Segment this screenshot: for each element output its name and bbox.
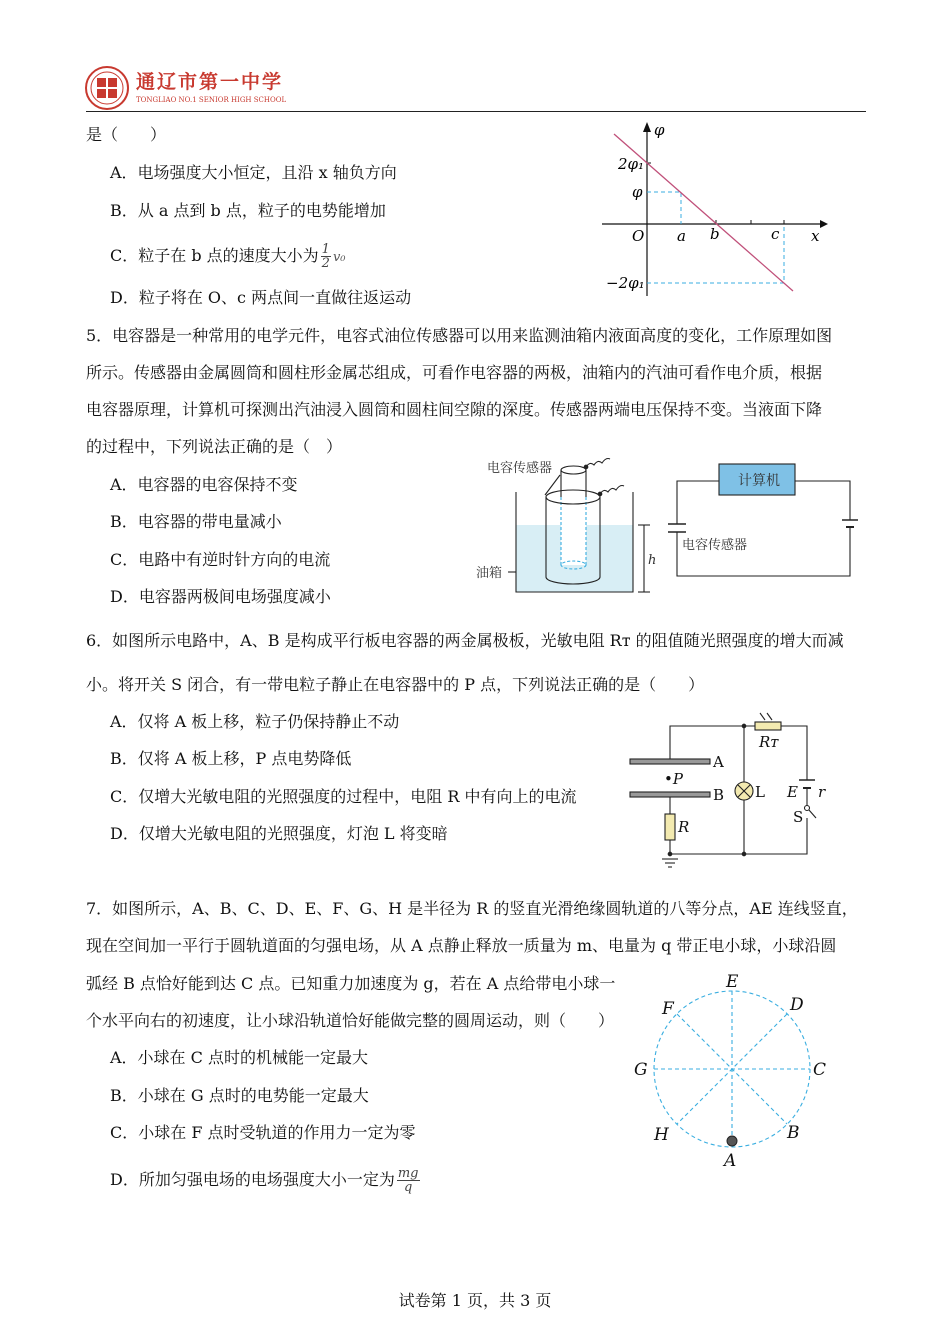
label-phi-axis: φ — [654, 121, 665, 139]
q4-option-b: B．从 a 点到 b 点，粒子的电势能增加 — [110, 201, 386, 220]
q7-option-c: C．小球在 F 点时受轨道的作用力一定为零 — [110, 1123, 416, 1142]
q5-option-b: B．电容器的带电量减小 — [110, 512, 282, 531]
frac-num: 1 — [321, 242, 330, 257]
q4-option-c-text: C．粒子在 b 点的速度大小为 — [110, 246, 319, 265]
q4-stem: 是（ ） — [86, 125, 167, 144]
plate-b-label: B — [713, 786, 725, 804]
point-h-label: H — [654, 1125, 669, 1145]
q5-stem-line: 5．电容器是一种常用的电学元件，电容式油位传感器可以用来监测油箱内液面高度的变化，工作原理如图 — [86, 326, 833, 345]
label-x: x — [811, 227, 820, 245]
frac-num: mg — [397, 1166, 419, 1181]
emf-label: E — [787, 783, 798, 801]
fraction — [321, 243, 331, 270]
point-f-label: F — [662, 999, 674, 1019]
q7-option-b: B．小球在 G 点时的电势能一定最大 — [110, 1086, 369, 1105]
q6-stem-line: 6．如图所示电路中，A、B 是构成平行板电容器的两金属极板，光敏电阻 Rᴛ 的阻值随光照强度的增大而减 — [86, 631, 844, 650]
q5-stem-line: 电容器原理，计算机可探测出汽油浸入圆筒和圆柱间空隙的深度。传感器两端电压保持不变。当液面下降 — [86, 400, 823, 419]
photoresistor-label: Rᴛ — [759, 733, 779, 751]
height-label: h — [648, 553, 657, 568]
q6-option-d: D．仅增大光敏电阻的光照强度，灯泡 L 将变暗 — [110, 824, 448, 843]
wire-coil-1 — [586, 459, 610, 468]
q7-option-a: A．小球在 C 点时的机械能一定最大 — [110, 1048, 368, 1067]
sensor-label: 电容传感器 — [487, 461, 553, 476]
ball-icon — [727, 1136, 737, 1146]
label-origin: O — [632, 227, 645, 245]
q6-option-c: C．仅增大光敏电阻的光照强度的过程中，电阻 R 中有向上的电流 — [110, 787, 577, 806]
q6-option-b: B．仅将 A 板上移，P 点电势降低 — [110, 749, 352, 768]
q6-option-a: A．仅将 A 板上移，粒子仍保持静止不动 — [110, 712, 400, 731]
school-name-en: TONGLIAO NO.1 SENIOR HIGH SCHOOL — [136, 96, 287, 104]
switch-label: S — [793, 808, 804, 826]
point-a-label: A — [724, 1151, 737, 1171]
tank-label: 油箱 — [476, 566, 503, 581]
q7-stem-line: 弧经 B 点恰好能到达 C 点。已知重力加速度为 g，若在 A 点给带电小球一 — [86, 974, 616, 993]
school-name-cn: 通辽市第一中学 — [136, 71, 284, 93]
q7-option-d — [110, 1167, 422, 1194]
potential-graph — [602, 121, 828, 296]
point-p-label: •P — [664, 770, 683, 788]
q6-stem-line: 小。将开关 S 闭合，有一带电粒子静止在电容器中的 P 点，下列说法正确的是（ ） — [86, 675, 705, 694]
point-c-label: C — [813, 1060, 827, 1080]
point-g-label: G — [634, 1060, 648, 1080]
header-rule — [86, 111, 866, 112]
point-b-label: B — [787, 1123, 800, 1143]
label-neg-2phi1: −2φ₁ — [606, 274, 645, 292]
resistor-label: R — [678, 818, 690, 836]
label-phi: φ — [632, 183, 643, 201]
label-b: b — [710, 225, 720, 243]
internal-r-label: r — [818, 783, 826, 801]
q5-stem-line: 所示。传感器由金属圆筒和圆柱形金属芯组成，可看作电容器的两极，油箱内的汽油可看作电介质，根据 — [86, 363, 823, 382]
label-2phi1: 2φ₁ — [618, 155, 645, 173]
q5-option-d: D．电容器两极间电场强度减小 — [110, 587, 331, 606]
label-c: c — [771, 225, 780, 243]
q4-option-a: A．电场强度大小恒定，且沿 x 轴负方向 — [110, 163, 397, 182]
fraction — [397, 1167, 420, 1194]
q4-option-d: D．粒子将在 O、c 两点间一直做往返运动 — [110, 288, 412, 307]
point-e-label: E — [726, 972, 739, 992]
plate-a-label: A — [713, 753, 724, 771]
computer-label: 计算机 — [738, 473, 780, 489]
q7-stem-line: 个水平向右的初速度，让小球沿轨道恰好能做完整的圆周运动，则（ ） — [86, 1011, 615, 1030]
circuit-sensor-label: 电容传感器 — [682, 538, 748, 553]
frac-den: q — [404, 1180, 413, 1195]
lamp-label: L — [755, 783, 765, 801]
school-seal-icon — [86, 67, 128, 109]
q5-option-c: C．电路中有逆时针方向的电流 — [110, 550, 331, 569]
q5-stem-line: 的过程中，下列说法正确的是（ ） — [86, 437, 343, 456]
wire-coil-2 — [600, 486, 624, 495]
label-a: a — [677, 227, 686, 245]
v0-symbol: v₀ — [332, 250, 346, 265]
q7-option-d-text: D．所加匀强电场的电场强度大小一定为 — [110, 1170, 395, 1189]
point-d-label: D — [790, 995, 804, 1015]
q4-option-c — [110, 243, 346, 270]
oil-sensor-figure — [508, 459, 858, 593]
q7-stem-line: 现在空间加一平行于圆轨道面的匀强电场，从 A 点静止释放一质量为 m、电量为 q 带正电小球，小球沿圆 — [86, 936, 837, 955]
q7-stem-line: 7．如图所示，A、B、C、D、E、F、G、H 是半径为 R 的竖直光滑绝缘圆轨道的八等分点，AE 连线竖直， — [86, 899, 858, 918]
frac-den: 2 — [321, 256, 330, 271]
q5-option-a: A．电容器的电容保持不变 — [110, 475, 298, 494]
page-footer: 试卷第 1 页，共 3 页 — [398, 1291, 552, 1310]
